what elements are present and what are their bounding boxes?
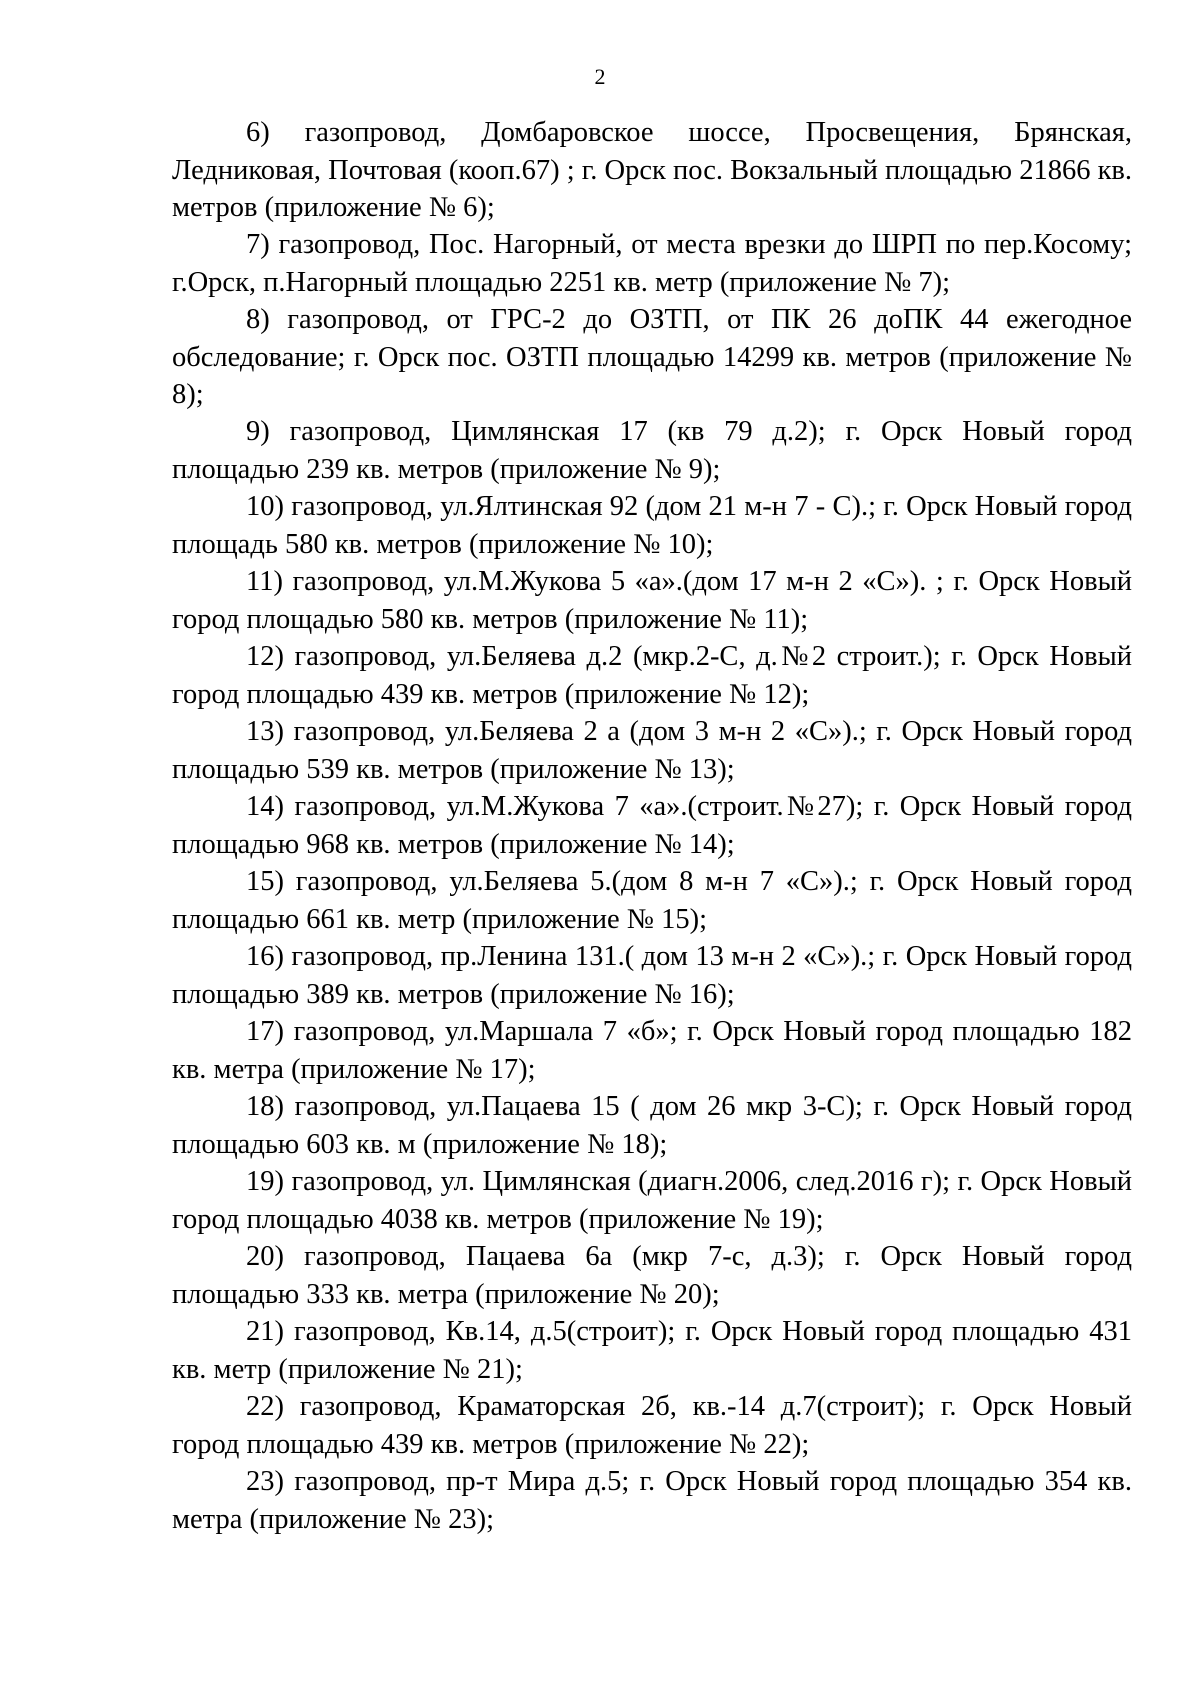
page-number: 2	[594, 64, 606, 89]
list-item: 16) газопровод, пр.Ленина 131.( дом 13 м-н 2 «С»).; г. Орск Новый город площадью 389 кв. метров (приложение № 16);	[172, 941, 1132, 1010]
list-item: 13) газопровод, ул.Беляева 2 а (дом 3 м-н 2 «С»).; г. Орск Новый город площадью 539 кв. метров (приложение № 13);	[172, 716, 1132, 785]
list-item: 10) газопровод, ул.Ялтинская 92 (дом 21 м-н 7 - С).; г. Орск Новый город площадь 580 кв. метров (приложение № 10);	[172, 491, 1132, 560]
list-item: 22) газопровод, Краматорская 2б, кв.-14 д.7(строит); г. Орск Новый город площадью 439 кв. метров (приложение № 22);	[172, 1391, 1132, 1460]
document-body	[172, 114, 1132, 1538]
list-item: 21) газопровод, Кв.14, д.5(строит); г. Орск Новый город площадью 431 кв. метр (приложение № 21);	[172, 1316, 1132, 1385]
list-item: 19) газопровод, ул. Цимлянская (диагн.2006, след.2016 г); г. Орск Новый город площадью 4038 кв. метров (приложение № 19);	[172, 1166, 1132, 1235]
list-item: 8) газопровод, от ГРС-2 до ОЗТП, от ПК 26 доПК 44 ежегодное обследование; г. Орск пос. ОЗТП площадью 14299 кв. метров (приложение № 8);	[172, 304, 1132, 410]
list-item: 12) газопровод, ул.Беляева д.2 (мкр.2-С, д.№2 строит.); г. Орск Новый город площадью 439 кв. метров (приложение № 12);	[172, 641, 1132, 710]
list-item: 15) газопровод, ул.Беляева 5.(дом 8 м-н 7 «С»).; г. Орск Новый город площадью 661 кв. метр (приложение № 15);	[172, 866, 1132, 935]
list-item: 7) газопровод, Пос. Нагорный, от места врезки до ШРП по пер.Косому; г.Орск, п.Нагорный площадью 2251 кв. метр (приложение № 7);	[172, 229, 1132, 298]
list-item: 6) газопровод, Домбаровское шоссе, Просвещения, Брянская, Ледниковая, Почтовая (кооп.67) ; г. Орск пос. Вокзальный площадью 21866 кв. метров (приложение № 6);	[172, 117, 1132, 223]
list-item: 9) газопровод, Цимлянская 17 (кв 79 д.2); г. Орск Новый город площадью 239 кв. метров (приложение № 9);	[172, 416, 1132, 485]
list-item: 11) газопровод, ул.М.Жукова 5 «а».(дом 17 м-н 2 «С»). ; г. Орск Новый город площадью 580 кв. метров (приложение № 11);	[172, 566, 1132, 635]
list-item: 18) газопровод, ул.Пацаева 15 ( дом 26 мкр 3-С); г. Орск Новый город площадью 603 кв. м (приложение № 18);	[172, 1091, 1132, 1160]
list-item: 14) газопровод, ул.М.Жукова 7 «а».(строит.№27); г. Орск Новый город площадью 968 кв. метров (приложение № 14);	[172, 791, 1132, 860]
list-item: 23) газопровод, пр-т Мира д.5; г. Орск Новый город площадью 354 кв. метра (приложение № 23);	[172, 1466, 1132, 1535]
list-item: 20) газопровод, Пацаева 6а (мкр 7-с, д.3); г. Орск Новый город площадью 333 кв. метра (приложение № 20);	[172, 1241, 1132, 1310]
list-item: 17) газопровод, ул.Маршала 7 «б»; г. Орск Новый город площадью 182 кв. метра (приложение № 17);	[172, 1016, 1132, 1085]
